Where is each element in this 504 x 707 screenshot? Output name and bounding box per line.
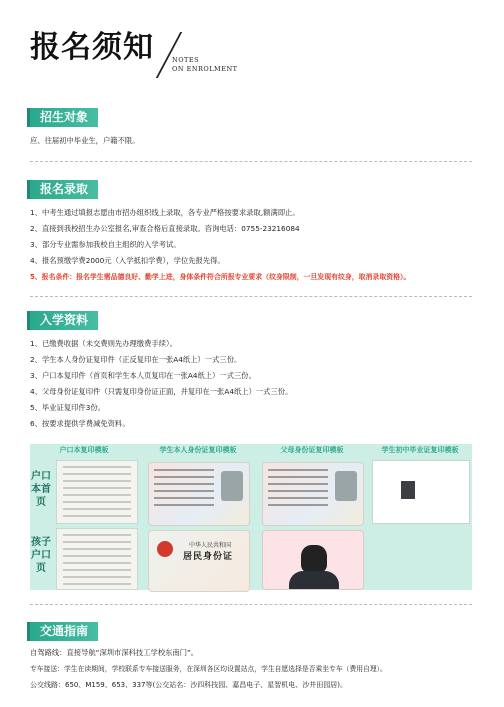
sample-header-graduation: 学生初中毕业证复印模板 (381, 446, 459, 454)
student-id-front-image (148, 462, 250, 526)
signup-line-4: 4、报名预缴学费2000元（入学抵扣学费），学位先报先得。 (30, 256, 225, 265)
graduation-certificate-image (372, 460, 470, 524)
child-household-page-image (56, 528, 138, 590)
subtitle-line-1: NOTES (172, 56, 200, 64)
section-materials (30, 309, 472, 432)
page-title: 报名须知 (30, 30, 154, 65)
blurred-face (301, 545, 327, 573)
parent-id-front-image (262, 462, 364, 526)
id-back-country: 中华人民共和国 (189, 542, 232, 549)
divider-3 (30, 604, 472, 605)
signup-line-2: 2、直接到我校招生办公室报名,审查合格后直接录取。咨询电话：0755-23216084 (30, 224, 300, 233)
sample-documents-panel (30, 444, 472, 590)
section-target (30, 106, 472, 149)
materials-line-1: 1、已缴费收据（未交费则先办理缴费手续）。 (30, 339, 177, 348)
target-line-1: 应、往届初中毕业生，户籍不限。 (30, 136, 140, 145)
national-emblem-icon (157, 541, 173, 557)
materials-line-2: 2、学生本人身份证复印件（正反复印在一张A4纸上）一式三份。 (30, 355, 242, 364)
certificate-photo (401, 481, 415, 499)
divider-2 (30, 296, 472, 297)
signup-line-1: 1、中考生通过填报志愿由市招办组织线上录取，各专业严格按要求录取,额满即止。 (30, 208, 300, 217)
traffic-shuttle-line: 专车接送：学生在读期间，学校联系专车接送服务，在深圳各区均设置站点，学生自愿选择是否乘坐专车（费用自理）。 (30, 665, 387, 673)
materials-line-3: 3、户口本复印件（首页和学生本人页复印在一张A4纸上）一式三份。 (30, 371, 256, 380)
section-title-signup: 报名录取 (30, 180, 98, 199)
person-body (289, 571, 339, 590)
signup-line-3: 3、部分专业需参加我校自主组织的入学考试。 (30, 240, 181, 249)
id-photo-placeholder (335, 471, 357, 501)
section-title-materials: 入学资料 (30, 311, 98, 330)
signup-warning-line: 5、报名条件：报名学生需品德良好、勤学上进，身体条件符合所报专业要求（纹身限制，一旦发现有纹身，取消录取资格）。 (30, 273, 411, 281)
household-first-page-image (56, 460, 138, 524)
sample-header-parent-id: 父母身份证复印模板 (280, 446, 344, 454)
parent-id-photo-image (262, 530, 364, 590)
page-subtitle (172, 56, 237, 74)
section-signup (30, 178, 472, 285)
traffic-bus-line: 公交线路：650、M159、653、337等(公交站名：沙四科技园、嘉昌电子、星智机电、沙井田园居)。 (30, 681, 347, 689)
row-label-child-household-page: 孩子户口页 (31, 537, 51, 574)
sample-header-household: 户口本复印模板 (59, 446, 109, 454)
page-header (30, 28, 238, 73)
id-photo-placeholder (221, 471, 243, 501)
id-back-title: 居民身份证 (183, 552, 234, 562)
section-traffic (30, 620, 472, 693)
student-id-back-image (148, 530, 250, 592)
sample-header-student-id: 学生本人身份证复印模板 (159, 446, 237, 454)
traffic-drive-line: 自驾路线：直接导航“深圳市深科技工学校东南门”。 (30, 648, 199, 657)
divider-1 (30, 161, 472, 162)
materials-line-4: 4、父母身份证复印件（只需复印身份证正面，并复印在一张A4纸上）一式三份。 (30, 387, 293, 396)
materials-line-6: 6、按要求提供学费减免资料。 (30, 419, 130, 428)
section-title-traffic: 交通指南 (30, 622, 98, 641)
row-label-household-first-page: 户口本首页 (31, 471, 51, 508)
subtitle-line-2: ON ENROLMENT (172, 65, 238, 73)
materials-line-5: 5、毕业证复印件3份。 (30, 403, 105, 412)
section-title-target: 招生对象 (30, 108, 98, 127)
